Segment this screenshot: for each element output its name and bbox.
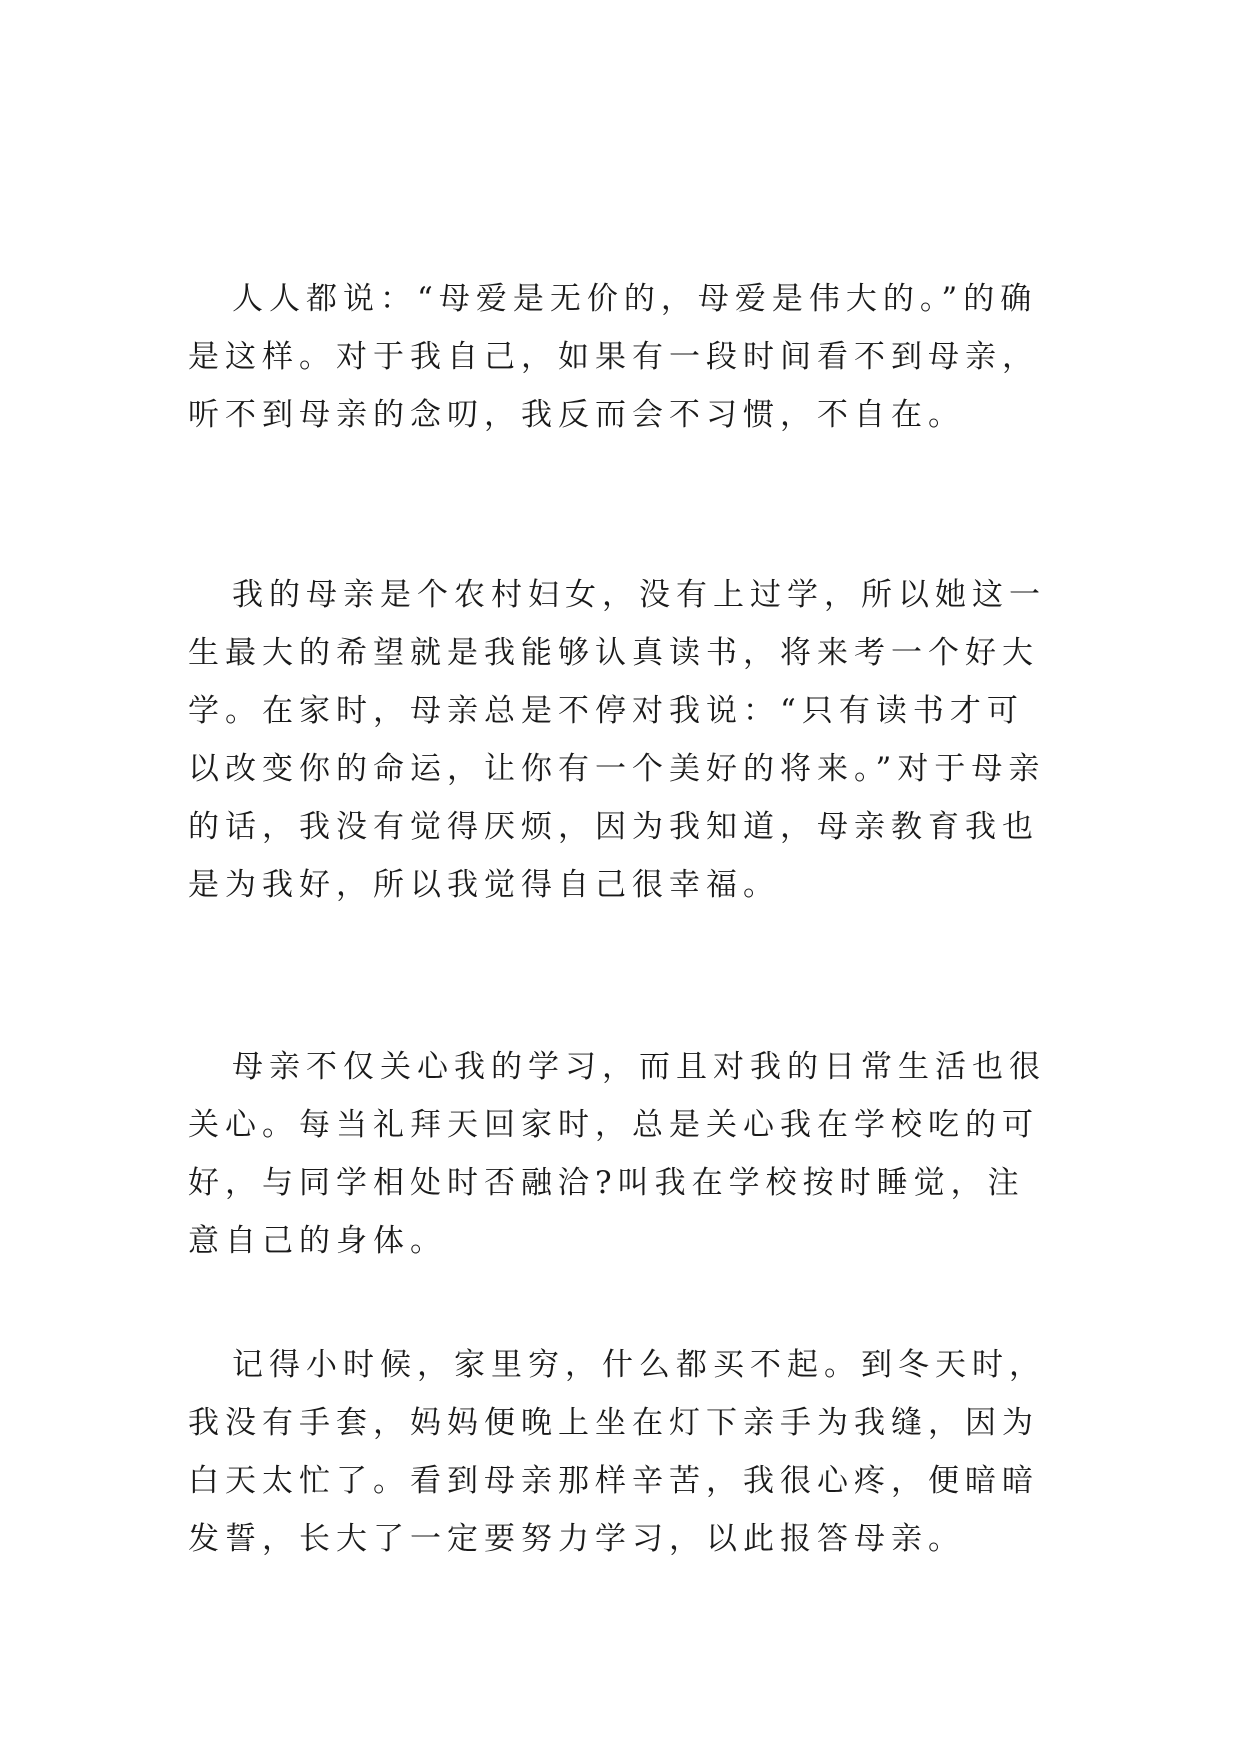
paragraph-4: 记得小时候，家里穷，什么都买不起。到冬天时，我没有手套，妈妈便晚上坐在灯下亲手为我缝，因为白天太忙了。看到母亲那样辛苦，我很心疼，便暗暗发誓，长大了一定要努力学习，以此报答母亲。 bbox=[188, 1347, 1046, 1557]
paragraph-3: 母亲不仅关心我的学习，而且对我的日常生活也很关心。每当礼拜天回家时，总是关心我在学校吃的可好，与同学相处时否融洽?叫我在学校按时睡觉，注意自己的身体。 bbox=[188, 1049, 1046, 1259]
paragraph-2: 我的母亲是个农村妇女，没有上过学，所以她这一生最大的希望就是我能够认真读书，将来考一个好大学。在家时，母亲总是不停对我说：“只有读书才可以改变你的命运，让你有一个美好的将来。”对于母亲的话，我没有觉得厌烦，因为我知道，母亲教育我也是为我好，所以我觉得自己很幸福。 bbox=[188, 577, 1046, 903]
paragraph-1: 人人都说：“母爱是无价的，母爱是伟大的。”的确是这样。对于我自己，如果有一段时间看不到母亲，听不到母亲的念叨，我反而会不习惯，不自在。 bbox=[188, 281, 1039, 433]
